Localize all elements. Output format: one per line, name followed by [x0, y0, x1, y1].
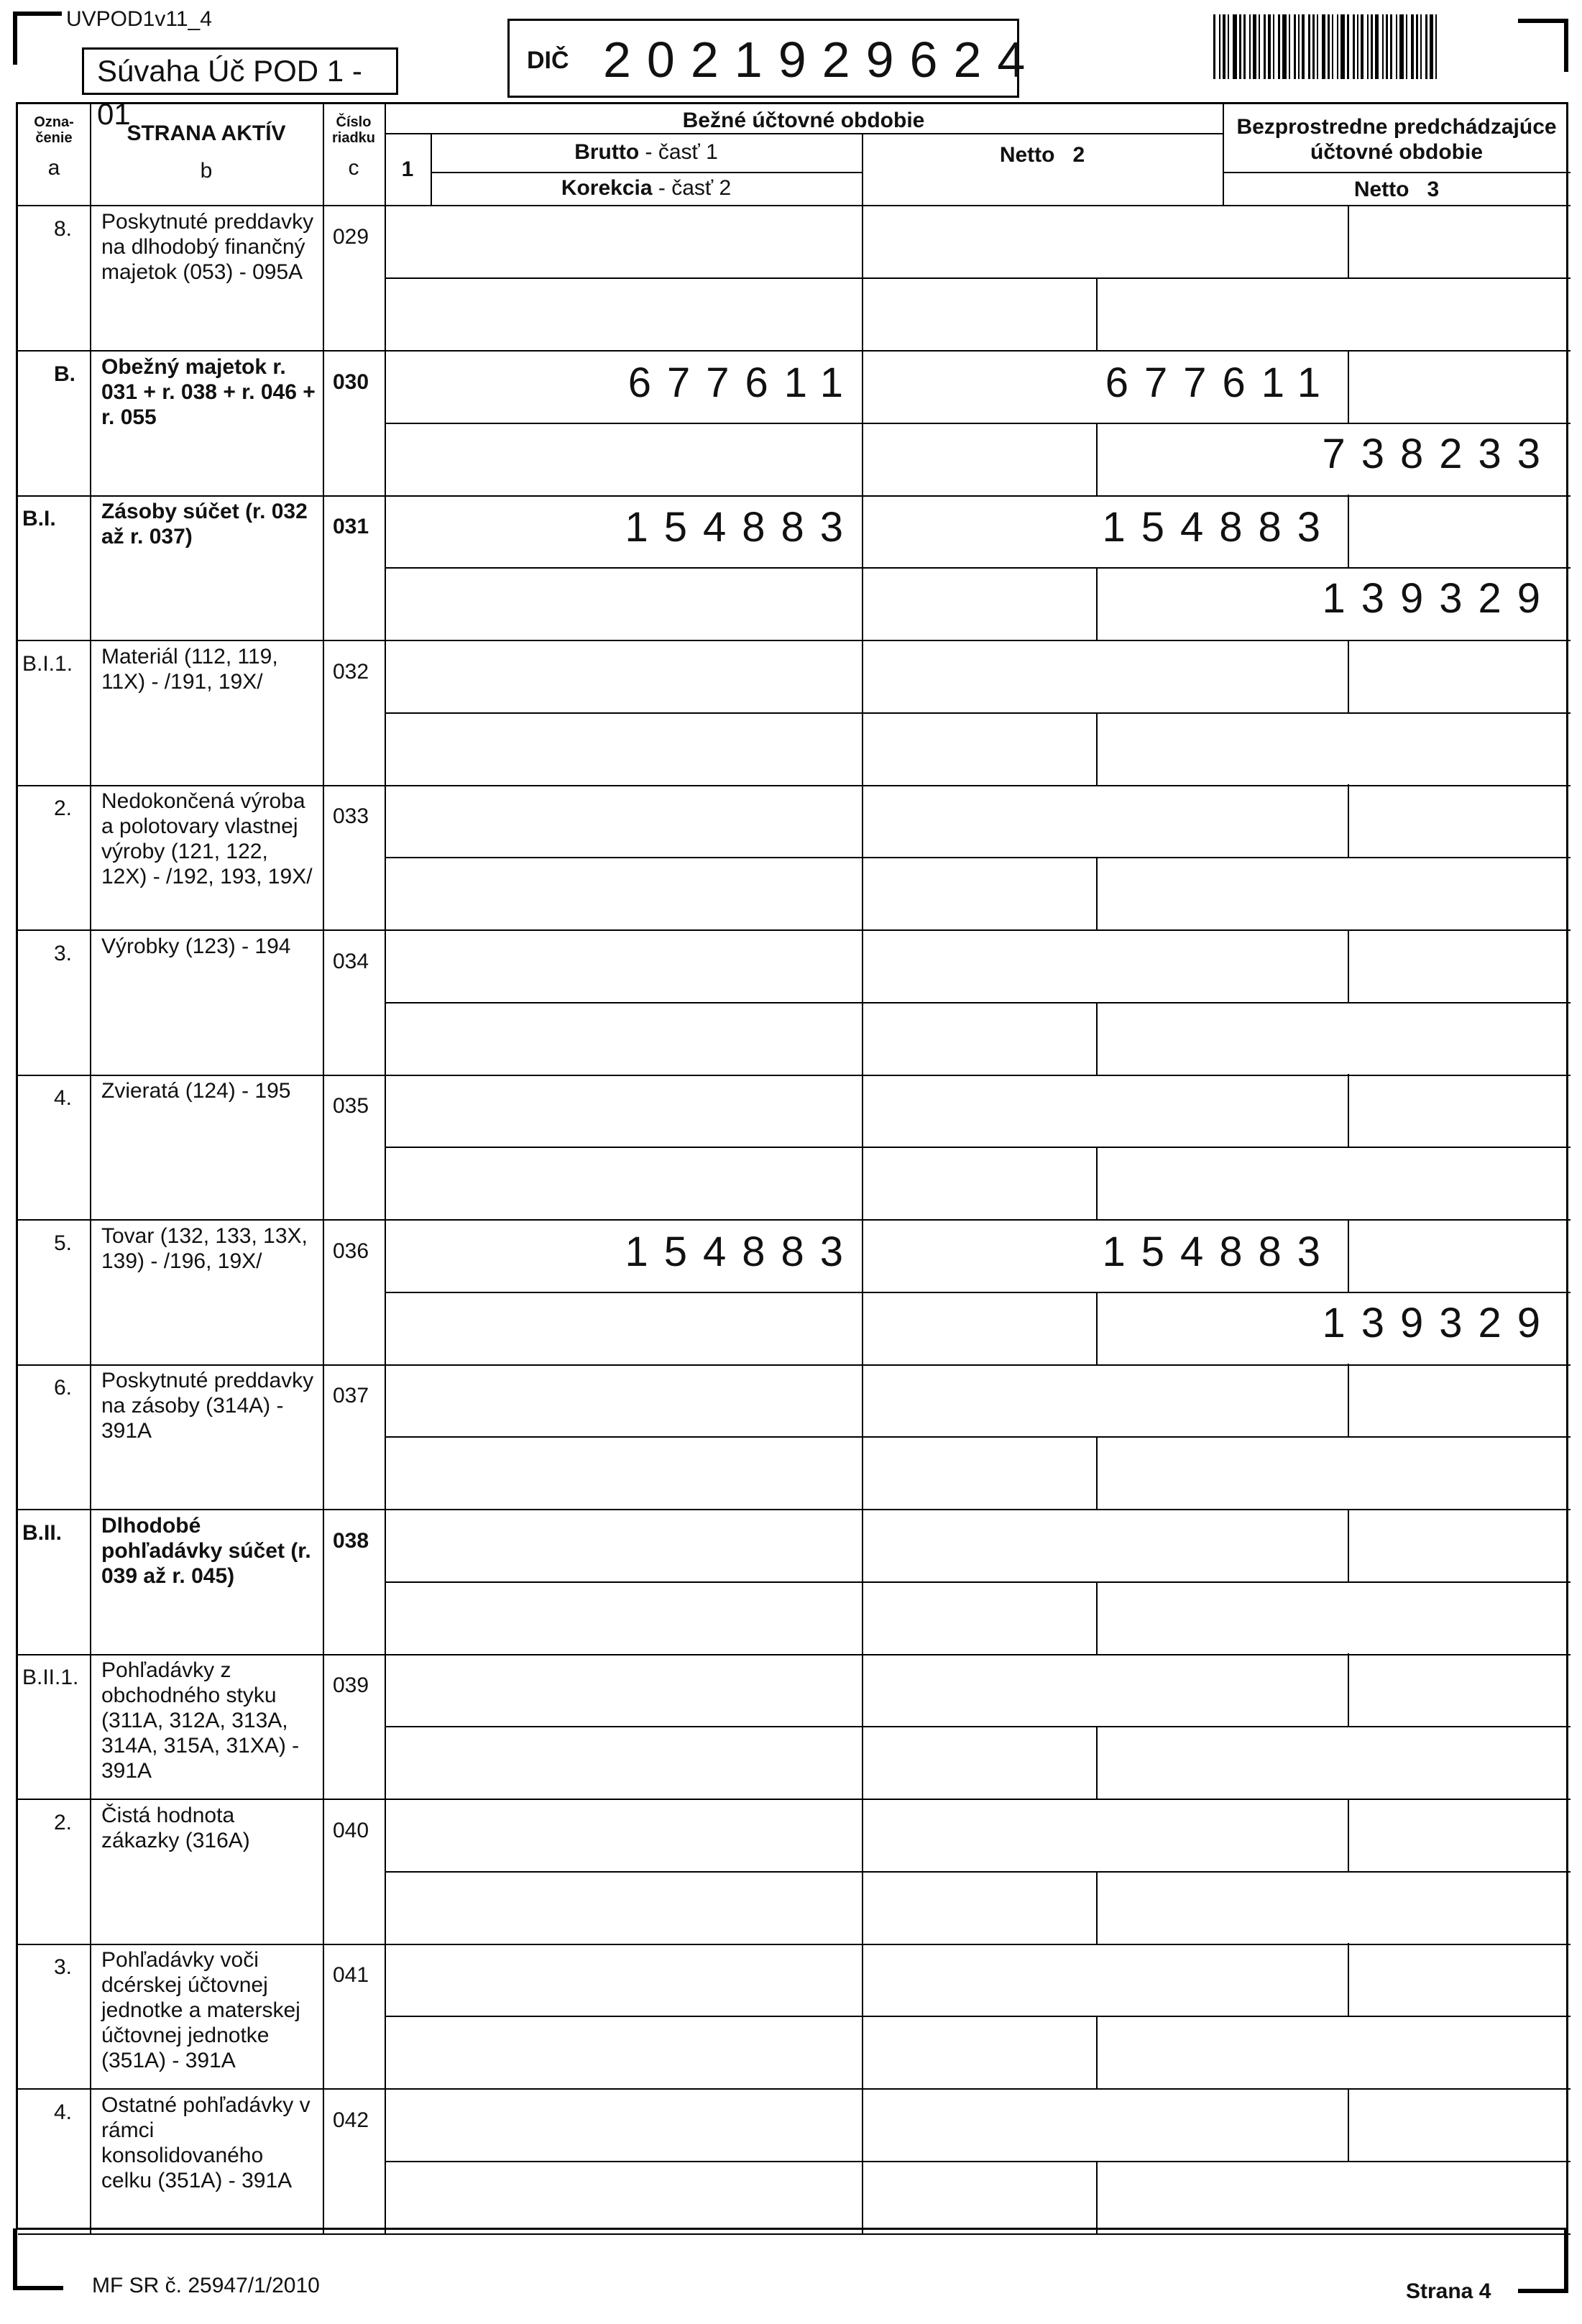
row-description: Tovar (132, 133, 13X, 139) - /196, 19X/: [101, 1224, 308, 1273]
previous-netto-value: 139329: [1322, 575, 1556, 622]
row-code: 040: [333, 1819, 369, 1842]
brutto-value: 154883: [625, 504, 859, 551]
netto-value: 677611: [1105, 359, 1336, 406]
corner-mark-top-left: [13, 12, 17, 65]
row-label: 2.: [54, 1811, 73, 1834]
row-description: Poskytnuté preddavky na dlhodobý finančný majetok (053) - 095A: [101, 210, 314, 284]
row-description: Obežný majetok r. 031 + r. 038 + r. 046 + r. 055: [101, 355, 316, 429]
dic-value: 2021929624: [603, 32, 1041, 88]
col-netto2-header: Netto 2: [999, 143, 1085, 167]
row-code: 029: [333, 225, 369, 249]
row-code: 030: [333, 370, 369, 394]
row-label: 6.: [54, 1376, 73, 1400]
row-code: 035: [333, 1094, 369, 1118]
row-label: 4.: [54, 1086, 73, 1110]
row-label: 3.: [54, 1955, 73, 1979]
row-description: Pohľadávky z obchodného styku (311A, 312A, 313A, 314A, 315A, 31XA) - 391A: [101, 1658, 300, 1783]
row-description: Nedokončená výroba a polotovary vlastnej výroby (121, 122, 12X) - /192, 193, 19X/: [101, 789, 313, 888]
row-code: 038: [333, 1529, 369, 1553]
form-title: Súvaha Úč POD 1 - 01: [82, 47, 398, 95]
corner-mark-bottom-left: [13, 2286, 63, 2290]
col-predch-header: Bezprostredne predchádzajúce účtovné obdobie: [1236, 115, 1557, 164]
row-description: Čistá hodnota zákazky (316A): [101, 1804, 250, 1852]
corner-mark-top-right: [1518, 19, 1568, 23]
row-label: 4.: [54, 2100, 73, 2124]
previous-netto-value: 139329: [1322, 1300, 1556, 1346]
footer-reference: MF SR č. 25947/1/2010: [92, 2274, 320, 2297]
row-description: Ostatné pohľadávky v rámci konsolidovaného celku (351A) - 391A: [101, 2093, 311, 2192]
row-code: 039: [333, 1673, 369, 1697]
row-label: B.: [54, 362, 75, 386]
corner-mark-top-right: [1564, 19, 1568, 72]
corner-mark-bottom-right: [1518, 2289, 1568, 2293]
row-description: Dlhodobé pohľadávky súčet (r. 039 až r. 045): [101, 1514, 311, 1588]
korekcia-bold: Korekcia: [561, 176, 653, 200]
col-brutto-header: [431, 140, 862, 165]
row-description: Zvieratá (124) - 195: [101, 1079, 291, 1103]
row-description: Výrobky (123) - 194: [101, 934, 291, 958]
brutto-value: 154883: [625, 1228, 859, 1275]
row-description: Zásoby súčet (r. 032 až r. 037): [101, 500, 308, 548]
row-code: 032: [333, 660, 369, 684]
row-label: 3.: [54, 942, 73, 965]
col-korekcia-header: [431, 176, 862, 201]
barcode: [1213, 14, 1466, 79]
col-oznacenie-header: Ozna- čenie: [34, 114, 74, 146]
row-code: 033: [333, 804, 369, 828]
col-bezne-header: Bežné účtovné obdobie: [682, 109, 925, 132]
row-label: B.II.1.: [22, 1666, 79, 1689]
row-code: 034: [333, 950, 369, 973]
col-oznacenie-letter: a: [47, 156, 60, 180]
netto-value: 154883: [1102, 504, 1336, 551]
row-description: Poskytnuté preddavky na zásoby (314A) - 391A: [101, 1369, 314, 1443]
previous-netto-value: 738233: [1322, 431, 1556, 477]
dic-box: [507, 19, 1041, 98]
row-label: 5.: [54, 1231, 73, 1255]
corner-mark-top-left: [13, 12, 62, 16]
row-label: B.I.1.: [22, 652, 73, 676]
row-code: 041: [333, 1963, 369, 1987]
row-label: 2.: [54, 796, 73, 820]
row-label: B.II.: [22, 1521, 63, 1545]
form-code: UVPOD1v11_4: [66, 7, 212, 31]
dic-label: DIČ: [527, 47, 569, 74]
corner-mark-bottom-left: [13, 2228, 17, 2290]
col-strana-header: STRANA AKTÍV: [127, 121, 286, 145]
row-description: Materiál (112, 119, 11X) - /191, 19X/: [101, 645, 278, 694]
brutto-value: 677611: [627, 359, 859, 406]
corner-mark-bottom-right: [1564, 2228, 1568, 2293]
brutto-bold: Brutto: [574, 140, 640, 164]
col-cislo-letter: c: [348, 156, 359, 180]
col-strana-letter: b: [200, 159, 213, 183]
balance-sheet-table: [16, 102, 1568, 2230]
col-cislo-header: Číslo riadku: [331, 114, 376, 146]
netto-value: 154883: [1102, 1228, 1336, 1275]
row-label: 8.: [54, 217, 73, 241]
page-number: Strana 4: [1406, 2279, 1491, 2303]
row-code: 036: [333, 1239, 369, 1263]
row-code: 031: [333, 515, 369, 538]
col-1-label: 1: [401, 157, 414, 181]
row-code: 042: [333, 2108, 369, 2132]
korekcia-rest: - časť 2: [652, 176, 732, 200]
col-netto3-header: Netto 3: [1353, 178, 1440, 201]
row-description: Pohľadávky voči dcérskej účtovnej jednotke a materskej účtovnej jednotke (351A) - 391A: [101, 1948, 300, 2072]
row-label: B.I.: [22, 507, 56, 531]
row-code: 037: [333, 1384, 369, 1407]
brutto-rest: - časť 1: [639, 140, 718, 164]
